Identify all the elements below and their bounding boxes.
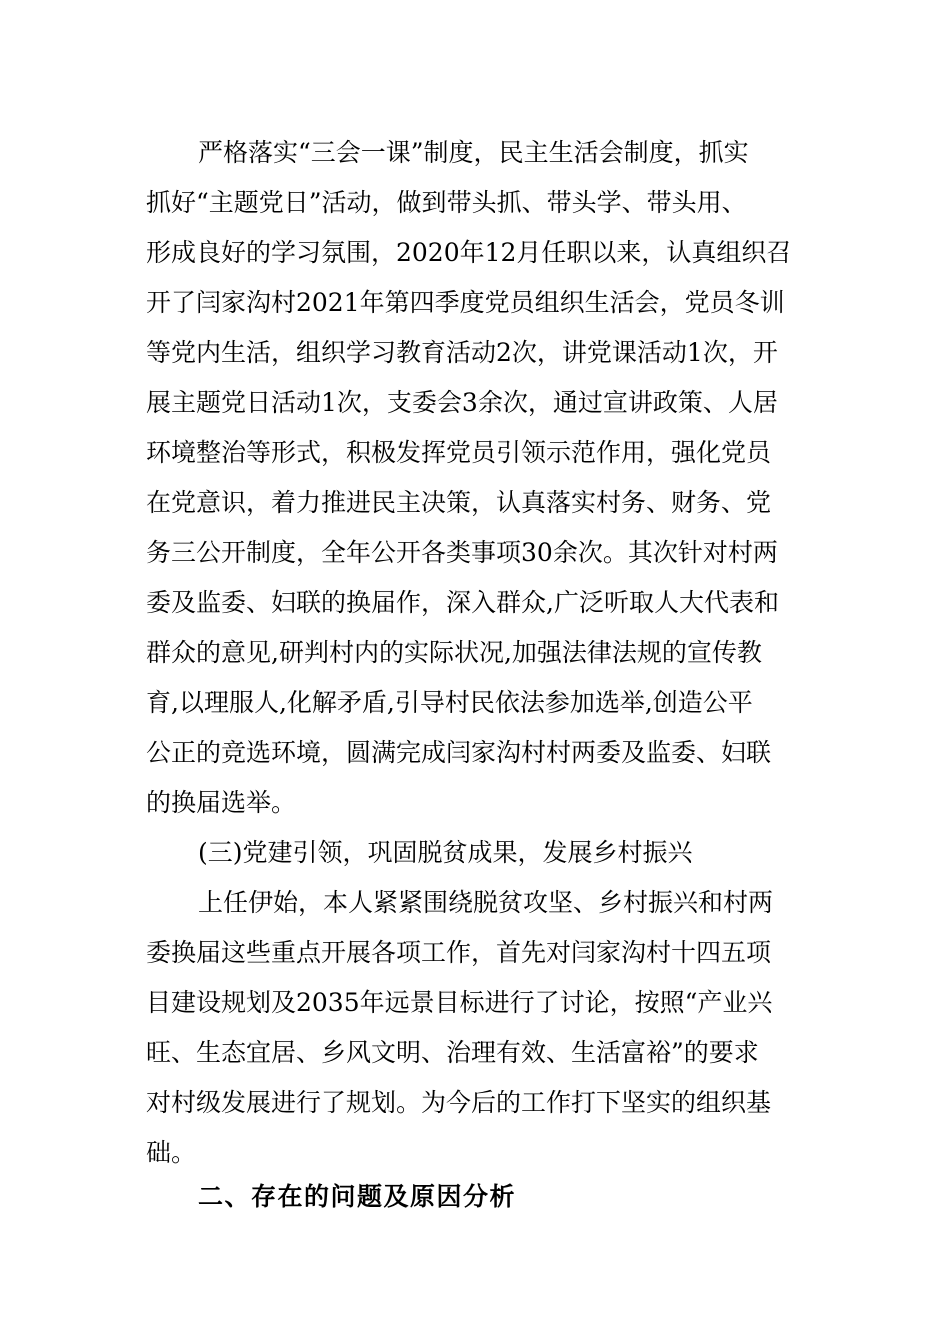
text-line: 环境整治等形式，积极发挥党员引领示范作用，强化党员: [146, 438, 772, 467]
text-line: 旺、生态宜居、乡风文明、治理有效、生活富裕”的要求: [146, 1038, 759, 1067]
paragraph-party-activities: [146, 128, 806, 828]
text-line: 的换届选举。: [146, 788, 297, 817]
subheading-3: (三)党建引领，巩固脱贫成果，发展乡村振兴: [198, 838, 693, 867]
text-line: 展主题党日活动1次，支委会3余次，通过宣讲政策、人居: [146, 388, 778, 417]
text-line: 形成良好的学习氛围，2020年12月任职以来，认真组织召: [146, 238, 792, 267]
section-heading: 二、存在的问题及原因分析: [198, 1182, 517, 1211]
paragraph-rural-revitalization: [146, 878, 806, 1178]
text-line: 抓好“主题党日”活动，做到带头抓、带头学、带头用、: [146, 188, 747, 217]
text-line: 对村级发展进行了规划。为今后的工作打下坚实的组织基: [146, 1088, 772, 1117]
text-line: 在党意识，着力推进民主决策，认真落实村务、财务、党: [146, 488, 772, 517]
text-line: 础。: [146, 1138, 197, 1167]
text-line: 公正的竞选环境，圆满完成闫家沟村村两委及监委、妇联: [146, 738, 772, 767]
text-line: 务三公开制度，全年公开各类事项30余次。其次针对村两: [146, 538, 778, 567]
text-line: 目建设规划及2035年远景目标进行了讨论，按照“产业兴: [146, 988, 773, 1017]
text-line: 群众的意见,研判村内的实际状况,加强法律法规的宣传教: [146, 638, 762, 667]
text-line: 委及监委、妇联的换届作，深入群众,广泛听取人大代表和: [146, 588, 779, 617]
text-line: 严格落实“三会一课”制度，民主生活会制度，抓实: [198, 138, 749, 167]
text-line: 育,以理服人,化解矛盾,引导村民依法参加选举,创造公平: [146, 688, 753, 717]
text-line: 等党内生活，组织学习教育活动2次，讲党课活动1次，开: [146, 338, 778, 367]
text-line: 委换届这些重点开展各项工作，首先对闫家沟村十四五项: [146, 938, 772, 967]
text-line: 上任伊始，本人紧紧围绕脱贫攻坚、乡村振兴和村两: [198, 888, 774, 917]
text-line: 开了闫家沟村2021年第四季度党员组织生活会，党员冬训: [146, 288, 785, 317]
body-text: [146, 128, 806, 1178]
